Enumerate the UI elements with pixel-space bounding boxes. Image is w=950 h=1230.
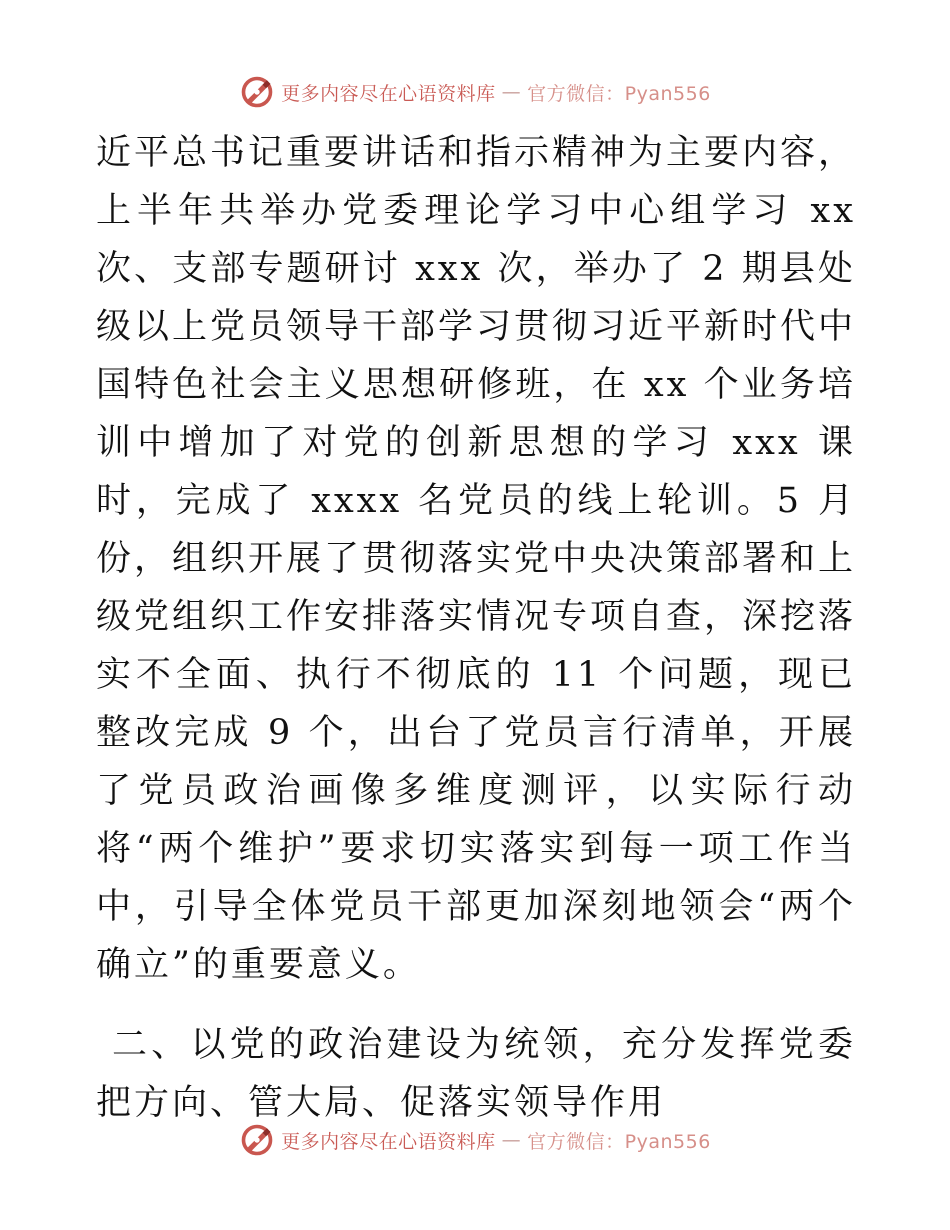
section-heading: 二、以党的政治建设为统领，充分发挥党委把方向、管大局、促落实领导作用 xyxy=(96,1025,856,1123)
watermark-separator: — xyxy=(501,1129,522,1151)
body-paragraph: 近平总书记重要讲话和指示精神为主要内容，上半年共举办党委理论学习中心组学习 xx 次、支部专题研讨 xxx 次，举办了 2 期县处级以上党员领导干部学习贯彻习近平新时代中国特色社会主义思想研修班，在 xx 个业务培训中增加了对党的创新思想的学习 xxx 课时，完成了 xxxx 名党员的线上轮训。5 月份，组织开展了贯彻落实党中央决策部署和上级党组织工作安排落实情况专项自查，深挖落实不全面、执行不彻底的 11 个问题，现已整改完成 9 个，出台了党员言行清单，开展了党员政治画像多维度测评，以实际行动将“两个维护”要求切实落实到每一项工作当中，引导全体党员干部更加深刻地领会“两个确立”的重要意义。 xyxy=(96,133,857,985)
watermark-contact-text: 官方微信：Pyan556 xyxy=(527,1130,711,1153)
watermark-main-text: 更多内容尽在心语资料库 xyxy=(281,1130,496,1153)
watermark-contact-text: 官方微信：Pyan556 xyxy=(527,82,711,105)
pen-logo-icon xyxy=(239,1122,275,1158)
header-watermark xyxy=(0,74,950,110)
footer-watermark xyxy=(0,1122,950,1158)
pen-logo-icon xyxy=(239,74,275,110)
watermark-main-text: 更多内容尽在心语资料库 xyxy=(281,82,496,105)
watermark-separator: — xyxy=(501,81,522,103)
document-body xyxy=(96,124,856,1132)
